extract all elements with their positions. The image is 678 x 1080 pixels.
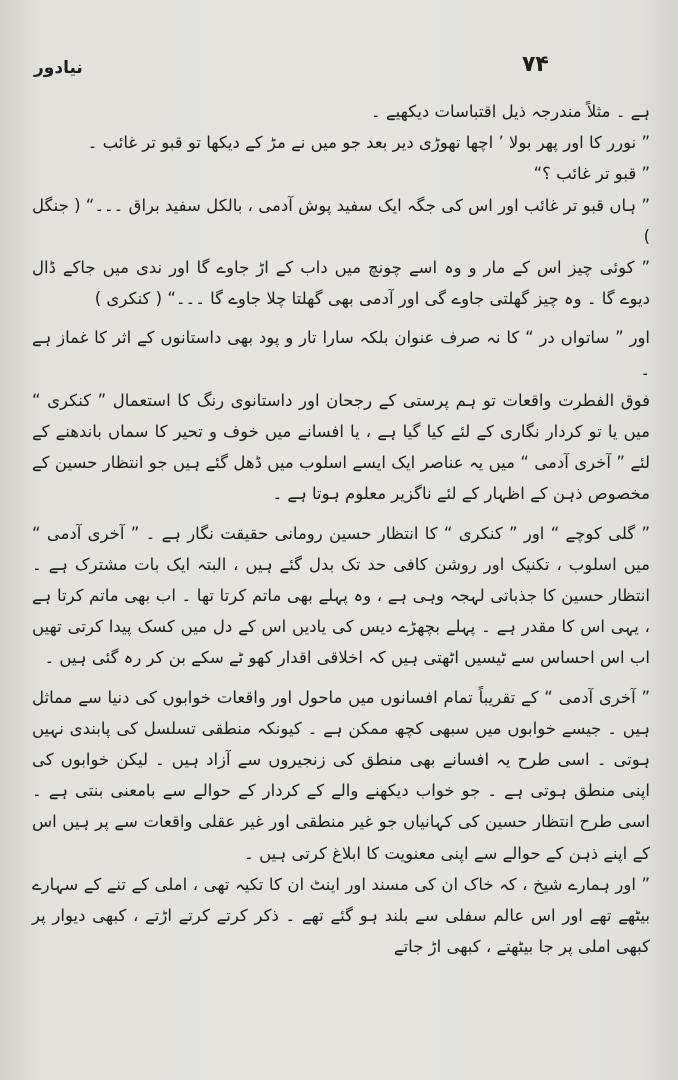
- body-text: [32, 96, 650, 962]
- paragraph: ” آخری آدمی “ کے تقریباً تمام افسانوں میں ماحول اور واقعات خوابوں کی دنیا سے مماثل ہیں ۔ جیسے خوابوں میں سبھی کچھ ممکن ہے ۔ کیونکہ منطقی تسلسل کی پابندی نہیں ہوتی ۔ اسی طرح یہ افسانے بھی منطق کی زنجیروں سے آزاد ہیں ۔ لیکن خوابوں کی اپنی منطق ہوتی ہے ۔ جو خواب دیکھنے والے کے کردار کے حوالے سے بامعنی بنتی ہے ۔ اسی طرح انتظار حسین کی کہانیاں جو غیر منطقی اور غیر عقلی واقعات سے پر ہیں اس کے اپنے ذہن کے حوالے سے اپنی معنویت کا ابلاغ کرتی ہیں ۔: [32, 687, 650, 863]
- paragraph-gap: [32, 674, 650, 682]
- paragraph: فوق الفطرت واقعات تو ہم پرستی کے رجحان اور داستانوی رنگ کا استعمال ” کنکری “ میں یا تو کردار نگاری کے لئے کیا گیا ہے ، یا افسانے میں خوف و تحیر کا سماں باندھنے کے لئے ” آخری آدمی “ میں یہ عناصر ایک ایسے اسلوب میں ڈھل گئے ہیں جو انتظار حسین کے مخصوص ذہن کے اظہار کے لئے ناگزیر معلوم ہوتا ہے ۔: [32, 390, 650, 504]
- paragraph-gap: [32, 510, 650, 518]
- quote-paragraph: ” اور ہمارے شیخ ، کہ خاک ان کی مسند اور اینٹ ان کا تکیہ تھی ، املی کے تنے کے سہارے بیٹھے تھے اور اس عالم سفلی سے بلند ہو گئے تھے ۔ ذکر کرتے کرتے اڑتے ، کبھی دیوار پر کبھی املی پر جا بیٹھتے ، کبھی اڑ جاتے: [32, 874, 650, 957]
- running-header-title: نیادور: [34, 58, 83, 78]
- paragraph-gap: [32, 314, 650, 322]
- quote-paragraph: ” قبو تر غائب ؟“: [533, 164, 650, 184]
- quote-paragraph: ” ہاں قبو تر غائب اور اس کی جگہ ایک سفید پوش آدمی ، بالکل سفید براق ۔۔۔“ ( جنگل ): [32, 195, 650, 246]
- paragraph: ” گلی کوچے “ اور ” کنکری “ کا انتظار حسین رومانی حقیقت نگار ہے ۔ ” آخری آدمی “ میں اسلوب ، تکنیک اور روشن کافی حد تک بدل گئے ہیں ، البتہ ایک بات مشترک ہے ۔ انتظار حسین کا جذباتی لہجہ وہی ہے ، وہ پہلے بھی ماتم کرتا تھا ۔ اب بھی ماتم کرتا ہے ، یہی اس کا مقدر ہے ۔ پہلے بچھڑے دیس کی یادیں اس کے دل میں کسک پیدا کرتی تھیں اب اس احساس سے ٹیسیں اٹھتی ہیں کہ اخلاقی اقدار کھو ٹے سکے بن کر رہ گئی ہیں ۔: [32, 523, 650, 668]
- page-number: ۷۴: [522, 52, 549, 77]
- paragraph: ہے ۔ مثلاً مندرجہ ذیل اقتباسات دیکھیے ۔: [371, 102, 650, 121]
- paragraph: اور ” ساتواں در “ کا نہ صرف عنوان بلکہ سارا تار و پود بھی داستانوں کے اثر کا غماز ہے ۔: [32, 328, 650, 379]
- quote-paragraph: ” نورر کا اور پھر بولا ’ اچھا تھوڑی دیر بعد جو میں نے مڑ کے دیکھا تو قبو تر غائب ۔: [87, 133, 650, 153]
- quote-paragraph: ” کوئی چیز اس کے مار و وہ اسے چونچ میں داب کے اڑ جاوے گا اور ندی میں جاکے ڈال دیوے گا ۔ وہ چیز گھلتی جاوے گی اور آدمی بھی گھلتا چلا جاوے گا ۔۔۔“ ( کنکری ): [32, 258, 650, 309]
